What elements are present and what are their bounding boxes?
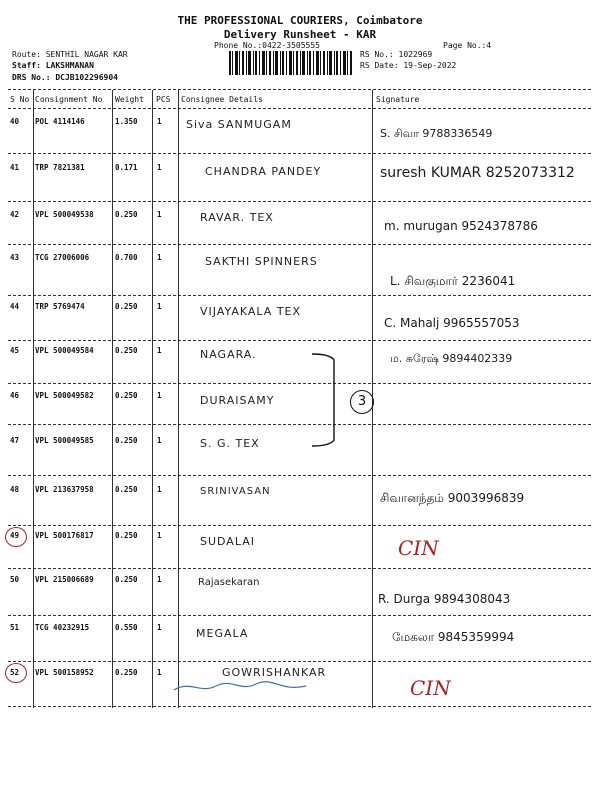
row-rule (8, 615, 591, 616)
consignee-name: CHANDRA PANDEY (205, 165, 322, 178)
phone-number: Phone No.:0422-3505555 (214, 41, 320, 50)
signature: S. சிவா 9788336549 (380, 127, 493, 140)
group-bracket (310, 350, 338, 450)
row-pcs: 1 (157, 668, 162, 677)
row-weight: 0.250 (115, 210, 138, 219)
row-rule (8, 295, 591, 296)
row-rule (8, 706, 591, 707)
consignee-name: Rajasekaran (198, 577, 260, 588)
group-count-circle: 3 (350, 390, 374, 414)
row-pcs: 1 (157, 346, 162, 355)
document-title: THE PROFESSIONAL COURIERS, Coimbatore (177, 14, 423, 27)
row-pcs: 1 (157, 623, 162, 632)
document-subtitle: Delivery Runsheet - KAR (223, 28, 377, 41)
row-pcs: 1 (157, 575, 162, 584)
consignee-name: RAVAR. TEX (200, 211, 274, 224)
consignee-name: SUDALAI (200, 535, 255, 548)
rs-date: RS Date: 19-Sep-2022 (360, 61, 457, 70)
row-consignment: VPL 500158952 (35, 668, 94, 677)
row-pcs: 1 (157, 117, 162, 126)
consignee-name: SRINIVASAN (200, 486, 271, 497)
consignee-name: VIJAYAKALA TEX (200, 305, 302, 318)
row-rule (8, 475, 591, 476)
row-sno: 47 (10, 436, 20, 445)
row-consignment: VPL 500176817 (35, 531, 94, 540)
drs-number: DRS No.: DCJB102296904 (12, 73, 118, 82)
row-sno: 40 (10, 117, 20, 126)
consignee-name: GOWRISHANKAR (222, 666, 327, 679)
row-weight: 0.250 (115, 391, 138, 400)
row-consignment: VPL 500049584 (35, 346, 94, 355)
row-rule (8, 340, 591, 341)
row-rule (8, 568, 591, 569)
row-consignment: VPL 215006689 (35, 575, 94, 584)
consignee-name: Siva SANMUGAM (186, 118, 292, 131)
row-sno: 51 (10, 623, 20, 632)
row-weight: 1.350 (115, 117, 138, 126)
row-sno: 50 (10, 575, 20, 584)
header-rule-bottom (8, 108, 591, 109)
row-consignment: TCG 40232915 (35, 623, 90, 632)
row-consignment: TRP 5769474 (35, 302, 85, 311)
row-weight: 0.171 (115, 163, 138, 172)
consignee-name: DURAISAMY (200, 394, 275, 407)
row-weight: 0.250 (115, 668, 138, 677)
signature: மேகலா 9845359994 (392, 630, 515, 644)
signature: C. Mahalj 9965557053 (384, 316, 520, 330)
col-consignment: Consignment No (35, 95, 103, 104)
row-sno: 52 (10, 668, 20, 677)
row-pcs: 1 (157, 302, 162, 311)
row-rule (8, 201, 591, 202)
col-consignee: Consignee Details (181, 95, 263, 104)
row-pcs: 1 (157, 436, 162, 445)
row-weight: 0.550 (115, 623, 138, 632)
row-weight: 0.250 (115, 346, 138, 355)
col-pcs: PCS (156, 95, 171, 104)
row-sno: 42 (10, 210, 20, 219)
row-weight: 0.250 (115, 436, 138, 445)
row-sno: 45 (10, 346, 20, 355)
row-pcs: 1 (157, 163, 162, 172)
row-rule (8, 661, 591, 662)
row-weight: 0.250 (115, 531, 138, 540)
signature: L. சிவகுமார் 2236041 (390, 274, 516, 288)
row-rule (8, 153, 591, 154)
signature: m. murugan 9524378786 (384, 219, 538, 233)
row-pcs: 1 (157, 253, 162, 262)
signature: suresh KUMAR 8252073312 (380, 165, 575, 181)
signature: ம. சுரேஷ் 9894402339 (390, 352, 513, 365)
staff-label: Staff: LAKSHMANAN (12, 61, 94, 70)
row-sno: 43 (10, 253, 20, 262)
signature-cin: CIN (410, 676, 451, 700)
signature: R. Durga 9894308043 (378, 592, 511, 606)
row-weight: 0.250 (115, 302, 138, 311)
row-sno: 46 (10, 391, 20, 400)
signature-cin: CIN (398, 536, 439, 560)
ink-scribble (170, 678, 310, 696)
page-number: Page No.:4 (443, 41, 492, 50)
row-consignment: VPL 500049582 (35, 391, 94, 400)
consignee-name: SAKTHI SPINNERS (205, 255, 318, 268)
row-sno: 49 (10, 531, 20, 540)
col-weight: Weight (115, 95, 144, 104)
col-sno: S No (10, 95, 30, 104)
row-rule (8, 525, 591, 526)
header-rule-top (8, 89, 591, 90)
route-label: Route: SENTHIL NAGAR KAR (12, 50, 128, 59)
row-consignment: VPL 500049538 (35, 210, 94, 219)
row-consignment: VPL 500049585 (35, 436, 94, 445)
row-consignment: VPL 213637958 (35, 485, 94, 494)
row-sno: 48 (10, 485, 20, 494)
row-weight: 0.700 (115, 253, 138, 262)
rs-number: RS No.: 1022969 (360, 50, 433, 59)
row-pcs: 1 (157, 391, 162, 400)
row-sno: 41 (10, 163, 20, 172)
row-rule (8, 383, 591, 384)
row-rule (8, 424, 591, 425)
consignee-name: S. G. TEX (200, 437, 260, 450)
row-rule (8, 244, 591, 245)
consignee-name: MEGALA (196, 627, 249, 640)
signature: சிவானந்தம் 9003996839 (380, 491, 525, 505)
row-weight: 0.250 (115, 485, 138, 494)
row-pcs: 1 (157, 485, 162, 494)
row-consignment: TCG 27006006 (35, 253, 90, 262)
consignee-name: NAGARA. (200, 348, 257, 361)
row-pcs: 1 (157, 210, 162, 219)
row-consignment: POL 4114146 (35, 117, 85, 126)
row-sno: 44 (10, 302, 20, 311)
barcode (229, 51, 353, 75)
row-weight: 0.250 (115, 575, 138, 584)
col-signature: Signature (376, 95, 420, 104)
row-consignment: TRP 7821381 (35, 163, 85, 172)
row-pcs: 1 (157, 531, 162, 540)
